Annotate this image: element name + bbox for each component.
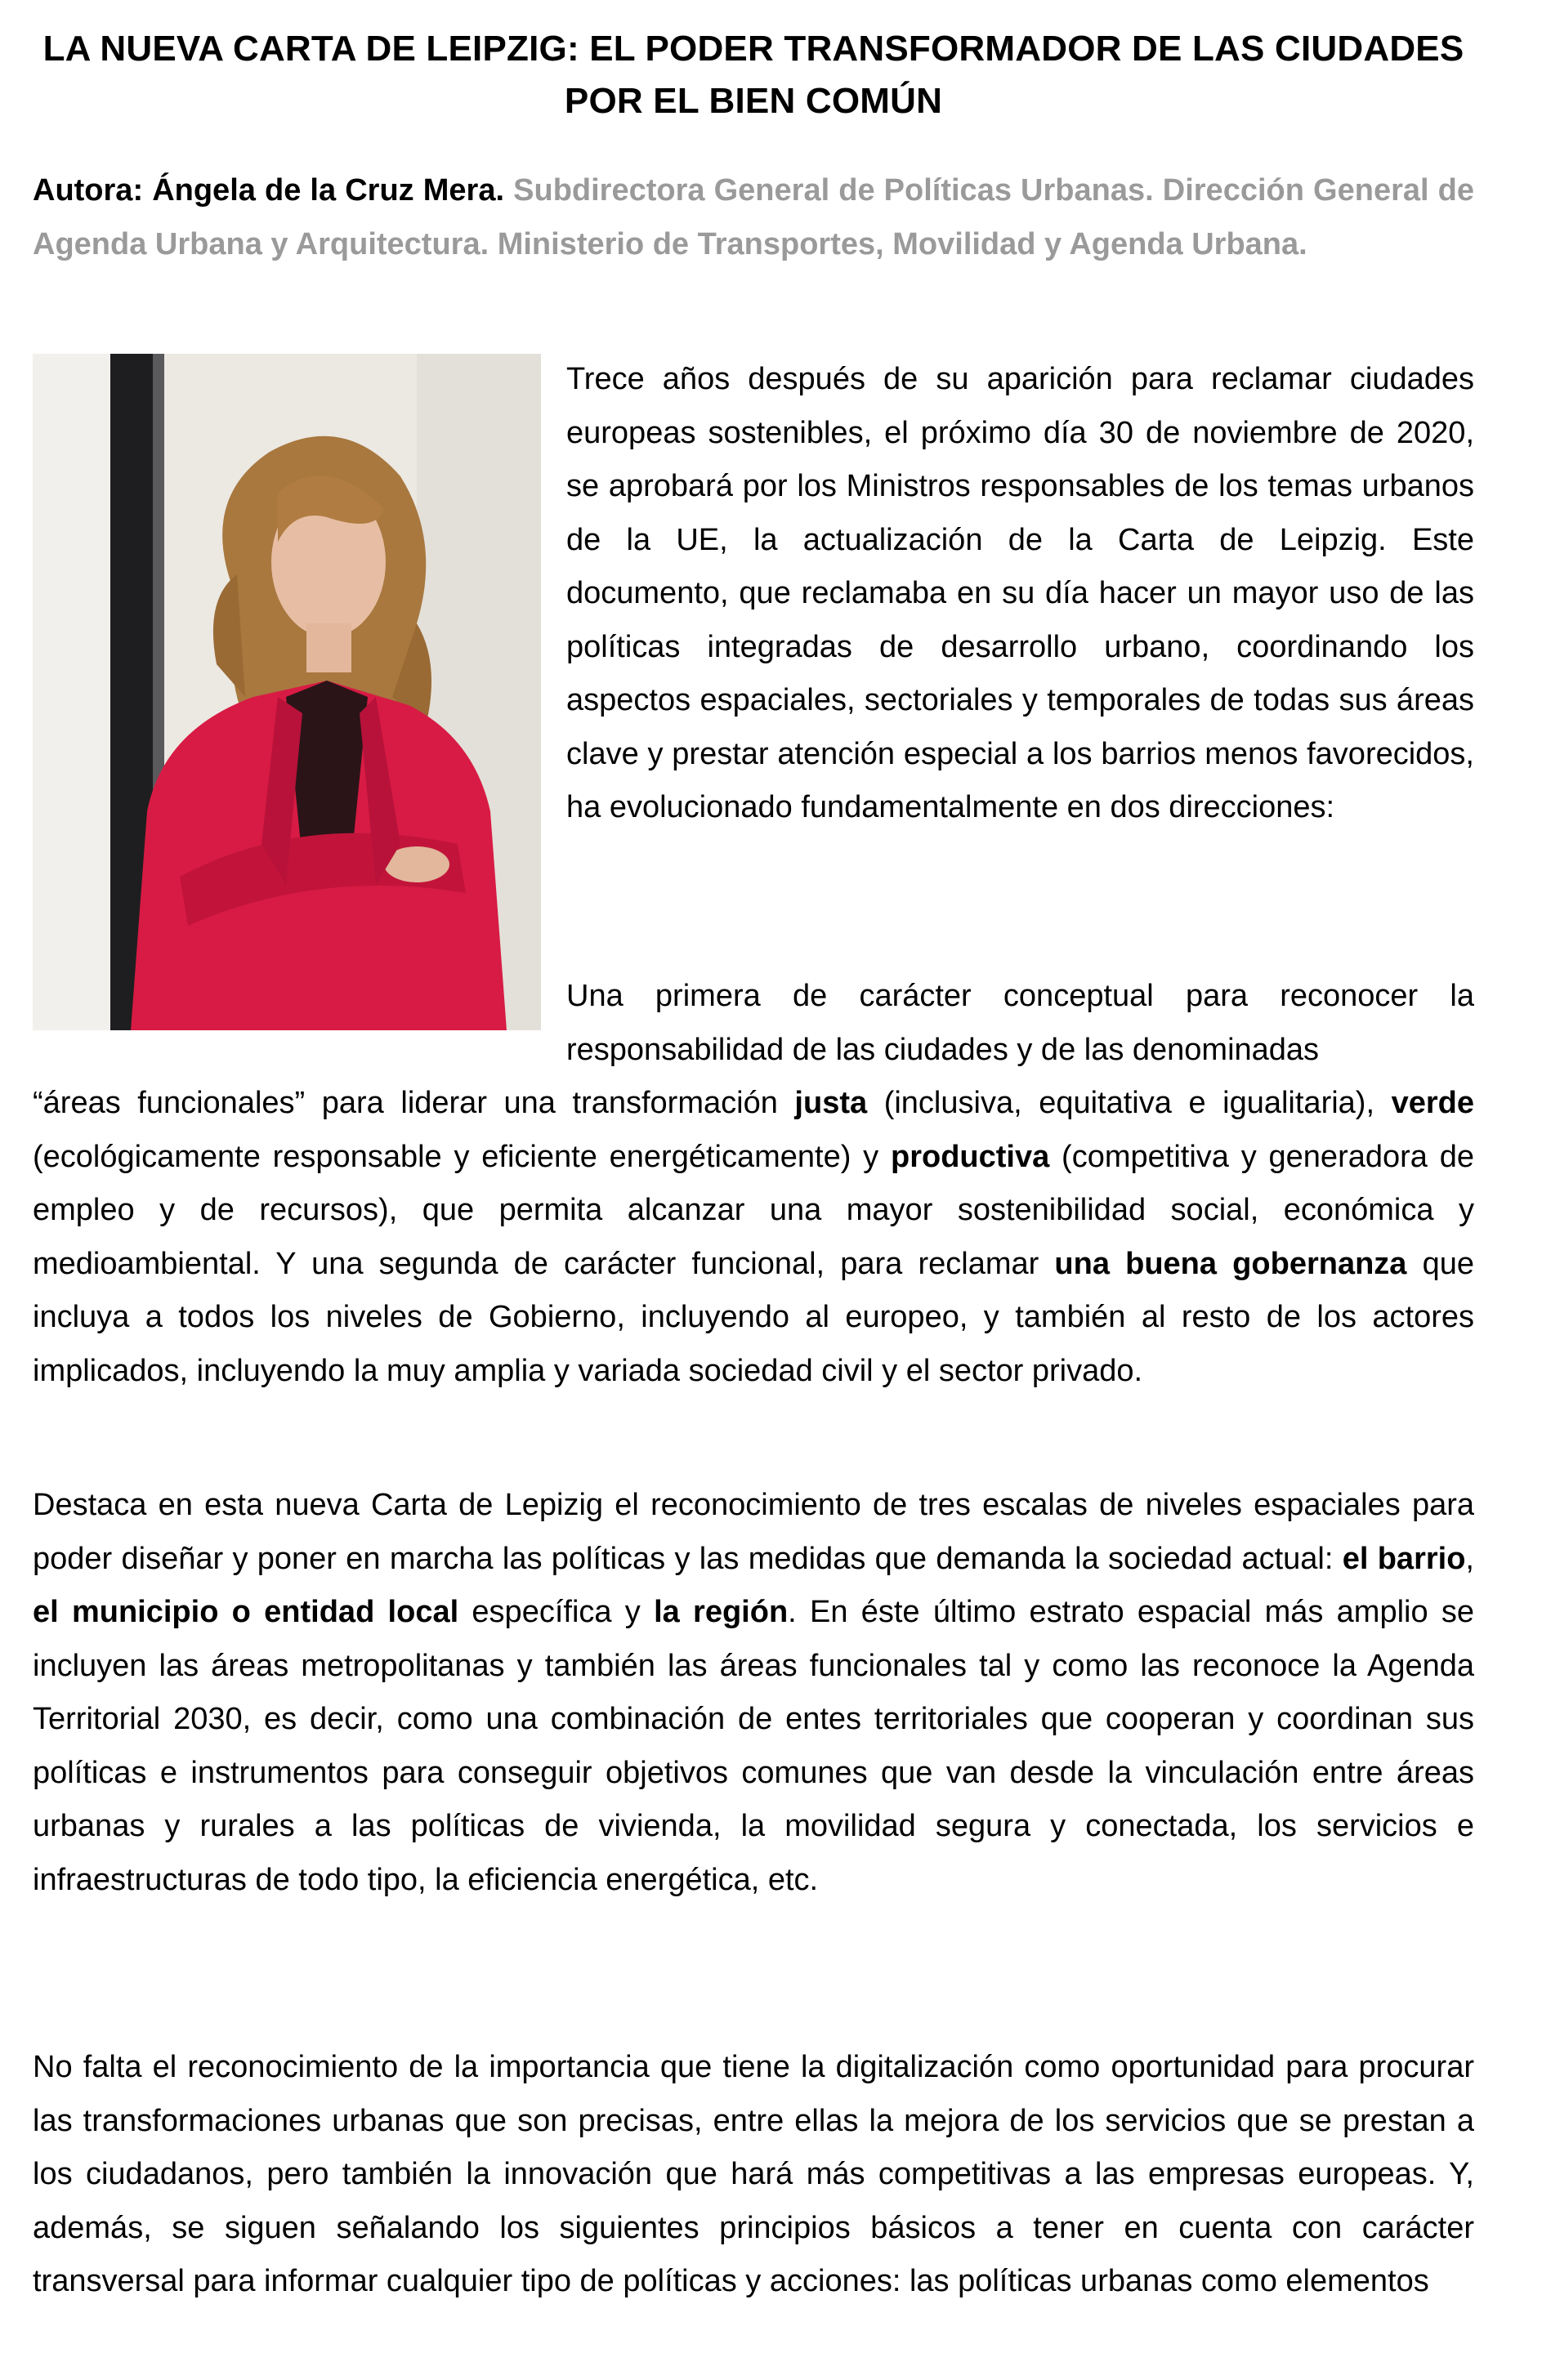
text-run: (ecológicamente responsable y eficiente energéticamente) y [33, 1139, 891, 1174]
bold-term-barrio: el barrio [1342, 1541, 1466, 1576]
bold-term-region: la región [654, 1595, 789, 1629]
paragraph-4-block [33, 2041, 1474, 2309]
bold-term-gobernanza: una buena gobernanza [1054, 1246, 1407, 1281]
text-run: que incluya a todos los niveles de Gobierno, incluyendo al europeo, y también al resto de los actores implicados, incluyendo la muy amplia y variada sociedad civil y el sector privado. [33, 1246, 1474, 1388]
text-run: (inclusiva, equitativa e igualitaria), [867, 1086, 1392, 1120]
author-name: Autora: Ángela de la Cruz Mera. [33, 173, 505, 208]
bold-term-justa: justa [794, 1086, 868, 1120]
paragraph-2-opening: Una primera de carácter conceptual para reconocer la responsabilidad de las ciudades y de las denominadas [566, 979, 1474, 1067]
portrait-illustration [33, 354, 541, 1030]
bold-term-productiva: productiva [891, 1139, 1050, 1174]
paragraph-3-block [33, 1479, 1474, 1907]
paragraph-2-beside-photo [566, 970, 1474, 1077]
author-portrait-photo [33, 354, 541, 1030]
author-affiliation: Subdirectora General de Políticas Urbanas. Dirección General de Agenda Urbana y Arquitectura. Ministerio de Transportes, Movilidad y Agenda Urbana. [33, 173, 1474, 261]
text-run: Destaca en esta nueva Carta de Lepizig el reconocimiento de tres escalas de niveles espaciales para poder diseñar y poner en marcha las políticas y las medidas que demanda la sociedad actual: [33, 1488, 1474, 1576]
bold-term-verde: verde [1391, 1086, 1474, 1120]
text-run: , [1465, 1541, 1474, 1576]
paragraph-2 [33, 1077, 1474, 1398]
author-line [33, 163, 1474, 271]
intro-paragraph [566, 353, 1474, 835]
article-title: LA NUEVA CARTA DE LEIPZIG: EL PODER TRANSFORMADOR DE LAS CIUDADES POR EL BIEN COMÚN [42, 29, 1464, 121]
paragraph-4: No falta el reconocimiento de la importancia que tiene la digitalización como oportunidad para procurar las transformaciones urbanas que son precisas, entre ellas la mejora de los servicios que se prestan a los ciudadanos, pero también la innovación que hará más competitivas a las empresas europeas. Y, además, se siguen señalando los siguientes principios básicos a tener en cuenta con carácter transversal para informar cualquier tipo de políticas y acciones: las políticas urbanas como elementos [33, 2050, 1474, 2298]
paragraph-2-continued [33, 1077, 1474, 1398]
text-run: (competitiva y generadora de empleo y de recursos), que permita alcanzar una mayor sostenibilidad social, económica y medioambiental. Y una segunda de carácter funcional, para reclamar [33, 1139, 1474, 1281]
text-run: . En éste último estrato espacial más amplio se incluyen las áreas metropolitanas y también las áreas funcionales tal y como las reconoce la Agenda Territorial 2030, es decir, como una combinación de entes territoriales que cooperan y coordinan sus políticas e instrumentos para conseguir objetivos comunes que van desde la vinculación entre áreas urbanas y rurales a las políticas de vivienda, la movilidad segura y conectada, los servicios e infraestructuras de todo tipo, la eficiencia energética, etc. [33, 1595, 1475, 1897]
paragraph-1: Trece años después de su aparición para reclamar ciudades europeas sostenibles, el próximo día 30 de noviembre de 2020, se aprobará por los Ministros responsables de los temas urbanos de la UE, la actualización de la Carta de Leipzig. Este documento, que reclamaba en su día hacer un mayor uso de las políticas integradas de desarrollo urbano, coordinando los aspectos espaciales, sectoriales y temporales de todas sus áreas clave y prestar atención especial a los barrios menos favorecidos, ha evolucionado fundamentalmente en dos direcciones: [566, 362, 1474, 824]
text-run: específica y [458, 1595, 655, 1629]
bold-term-municipio: el municipio o entidad local [33, 1595, 459, 1629]
text-run: “áreas funcionales” para liderar una transformación [33, 1086, 795, 1120]
paragraph-3 [33, 1479, 1474, 1907]
